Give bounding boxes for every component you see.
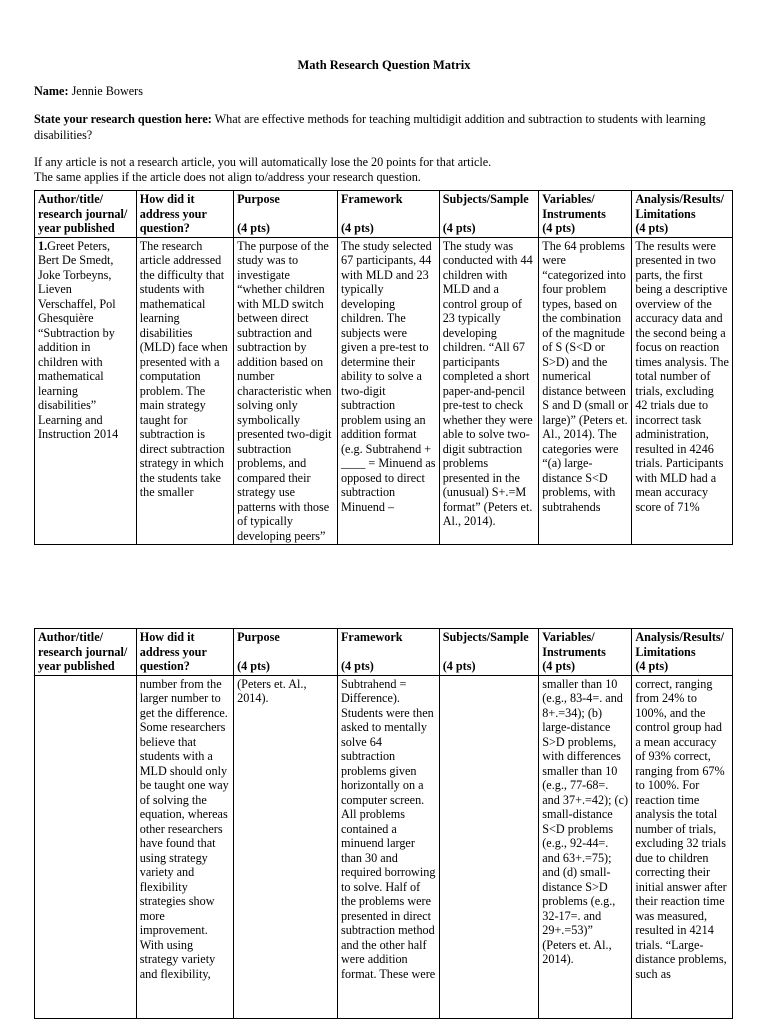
research-question <box>34 111 734 143</box>
header-how: How did it address your question? <box>136 191 233 238</box>
table-row <box>35 675 733 1018</box>
header-subjects <box>439 191 539 238</box>
matrix-table-page-1 <box>34 190 733 545</box>
cell-analysis: correct, ranging from 24% to 100%, and the control group had a mean accuracy of 93% correct, ranging from 67% to 100%. For reaction time analysis the total number of trials, excluding 32 trials due to children correcting their initial answer after their reaction time was measured, resulted in 4214 trials. “Large-distance problems, such as <box>632 675 733 1018</box>
header-author: Author/title/ research journal/ year published <box>35 629 137 676</box>
cell-how: The research article addressed the difficulty that students with mathematical learning disabilities (MLD) face when presented with a computation problem. The main strategy taught for subtraction is direct subtraction strategy in which the students take the smaller <box>136 237 233 545</box>
header-variables-pts: (4 pts) <box>542 659 576 673</box>
header-subjects-pts: (4 pts) <box>442 221 476 235</box>
header-framework-pts: (4 pts) <box>340 221 374 235</box>
cell-subjects: The study was conducted with 44 children with MLD and a control group of 23 typically developing children. “All 67 participants completed a short paper-and-pencil pre-test to check whether they were able to solve two-digit subtraction problems presented in the (unusual) S+.=M format” (Peters et. Al., 2014). <box>439 237 539 545</box>
document-title: Math Research Question Matrix <box>297 58 471 72</box>
header-purpose-pts: (4 pts) <box>237 221 270 235</box>
cell-how: number from the larger number to get the difference. Some researchers believe that students with a MLD should only be taught one way of solving the equation, whereas other researchers have found that using strategy variety and flexibility strategies show more improvement. With using strategy variety and flexibility, <box>136 675 233 1018</box>
header-variables-label: Variables/ Instruments <box>542 192 606 221</box>
header-variables <box>539 191 632 238</box>
header-analysis-pts: (4 pts) <box>635 221 669 235</box>
name-value: Jennie Bowers <box>71 84 143 98</box>
header-purpose-label: Purpose <box>237 192 280 206</box>
table-header-row <box>35 191 733 238</box>
cell-variables: The 64 problems were “categorized into four problem types, based on the combination of the magnitude of S (S<D or S>D) and the numerical distance between S and D (small or large)” (Peters et. Al., 2014). The categories were “(a) large-distance S<D problems, with subtrahends <box>539 237 632 545</box>
research-question-label: State your research question here: <box>34 112 212 126</box>
name-line <box>34 83 734 99</box>
cell-subjects <box>439 675 539 1018</box>
cell-author <box>35 675 137 1018</box>
cell-variables: smaller than 10 (e.g., 83-4=. and 8+.=34); (b) large-distance S>D problems, with differences smaller than 10 (e.g., 77-68=. and 37+.=42); (c) small-distance S<D problems (e.g., 92-44=. and 63+.=75); and (d) small-distance S>D problems (e.g., 32-17=. and 29+.=53)” (Peters et. Al., 2014). <box>539 675 632 1018</box>
cell-framework: The study selected 67 participants, 44 with MLD and 23 typically developing children. The subjects were given a pre-test to determine their ability to solve a two-digit subtraction problem using an addition format (e.g. Subtrahend + ____ = Minuend as opposed to direct subtraction Minuend – <box>337 237 439 545</box>
header-subjects-label: Subjects/Sample <box>442 630 529 644</box>
matrix-table-page-2 <box>34 628 733 1019</box>
notice-line-2: The same applies if the article does not align to/address your research question. <box>34 169 421 184</box>
table-header-row <box>35 629 733 676</box>
header-variables-label: Variables/ Instruments <box>542 630 606 659</box>
header-framework-pts: (4 pts) <box>340 659 374 673</box>
header-purpose <box>234 191 338 238</box>
header-analysis-label: Analysis/Results/ Limitations <box>635 630 725 659</box>
header-analysis <box>632 191 733 238</box>
header-analysis-label: Analysis/Results/ Limitations <box>635 192 725 221</box>
header-analysis-pts: (4 pts) <box>635 659 669 673</box>
header-purpose <box>234 629 338 676</box>
header-framework <box>337 629 439 676</box>
header-variables-pts: (4 pts) <box>542 221 576 235</box>
header-framework <box>337 191 439 238</box>
research-question-text: What are effective methods for teaching multidigit addition and subtraction to students with learning disabilities? <box>34 112 706 142</box>
cell-framework: Subtrahend = Difference). Students were then asked to mentally solve 64 subtraction problems given horizontally on a computer screen. All problems contained a minuend larger than 30 and required borrowing to solve. Half of the problems were presented in direct subtraction method and the other half were addition format. These were <box>337 675 439 1018</box>
header-how: How did it address your question? <box>136 629 233 676</box>
cell-purpose: The purpose of the study was to investigate “whether children with MLD switch between direct subtraction and subtraction by addition based on number characteristic when solving only symbolically presented two-digit subtraction problems, and compared their strategy use patterns with those of typically developing peers” <box>234 237 338 545</box>
document-header <box>34 58 734 184</box>
table-row <box>35 237 733 545</box>
article-number: 1. <box>38 238 48 253</box>
notice-line-1: If any article is not a research article, you will automatically lose the 20 points for that article. <box>34 155 492 169</box>
header-subjects-label: Subjects/Sample <box>442 192 529 206</box>
cell-analysis: The results were presented in two parts, the first being a descriptive overview of the accuracy data and the second being a focus on reaction times analysis. The total number of trials, excluding 42 trials due to incorrect task administration, resulted in 4246 trials. Participants with MLD had a mean accuracy score of 71% <box>632 237 733 545</box>
article-citation: Greet Peters, Bert De Smedt, Joke Torbeyns, Lieven Verschaffel, Pol Ghesquière “Subtraction by addition in children with mathematical learning disabilities” Learning and Instruction 2014 <box>38 238 119 441</box>
header-purpose-pts: (4 pts) <box>237 659 270 673</box>
header-framework-label: Framework <box>340 192 403 206</box>
page-break <box>0 560 768 622</box>
cell-purpose: (Peters et. Al., 2014). <box>234 675 338 1018</box>
header-author: Author/title/ research journal/ year published <box>35 191 137 238</box>
header-purpose-label: Purpose <box>237 630 280 644</box>
header-variables <box>539 629 632 676</box>
name-label: Name: <box>34 84 69 98</box>
header-subjects-pts: (4 pts) <box>442 659 476 673</box>
cell-author <box>35 237 137 545</box>
header-analysis <box>632 629 733 676</box>
header-framework-label: Framework <box>340 630 403 644</box>
header-subjects <box>439 629 539 676</box>
